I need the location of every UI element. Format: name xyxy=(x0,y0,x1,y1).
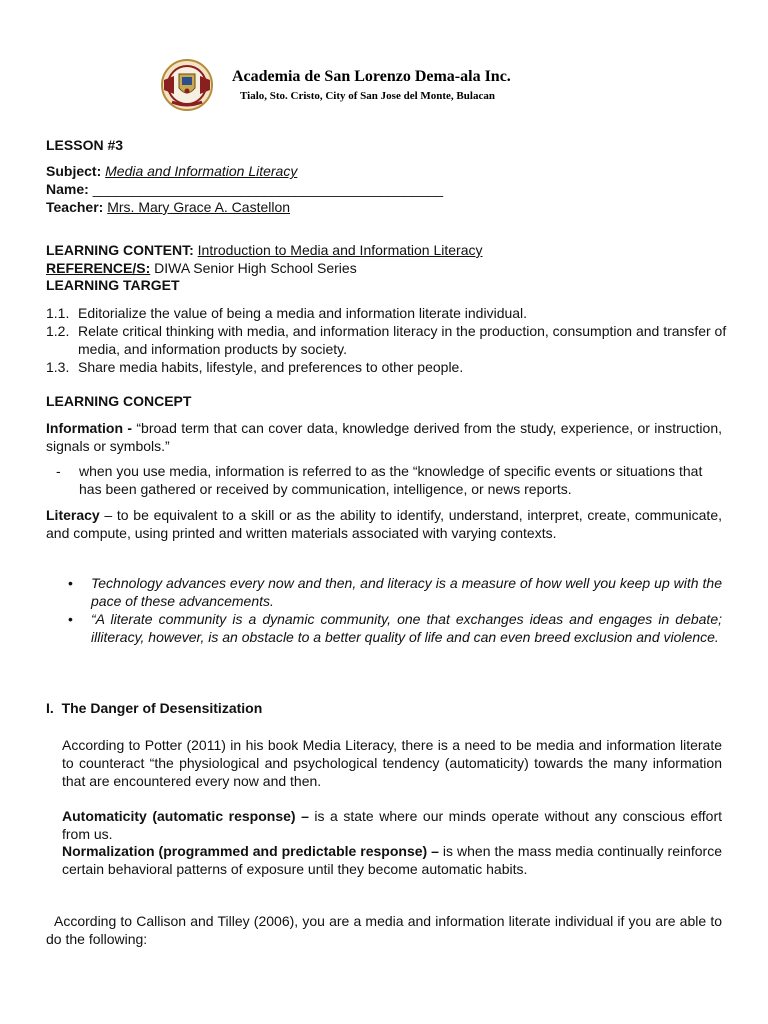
section-title: The Danger of Desensitization xyxy=(61,700,263,716)
learning-target-list xyxy=(46,304,736,376)
teacher-line xyxy=(46,199,290,215)
school-seal-logo xyxy=(160,58,214,112)
literacy-bullet-text: Technology advances every now and then, and literacy is a measure of how well you keep up with the pace of these advancements. xyxy=(91,575,722,609)
bullet-marker: • xyxy=(68,575,73,591)
automaticity-definition xyxy=(62,807,722,843)
literacy-bullet-item xyxy=(66,610,722,646)
literacy-definition xyxy=(46,506,722,542)
normalization-term: Normalization (programmed and predictable response) – xyxy=(62,843,439,859)
information-note-text: when you use media, information is referred to as the “knowledge of specific events or situations that has been gathered or received by communication, intelligence, or news reports. xyxy=(79,463,703,497)
dash-marker: - xyxy=(56,463,61,479)
learning-target-item xyxy=(46,358,736,376)
literacy-bullet-text: “A literate community is a dynamic community, one that exchanges ideas and engages in debate; illiteracy, however, is an obstacle to a better quality of life and can even breed exclusion and violence. xyxy=(91,611,722,645)
literacy-bullet-item xyxy=(66,574,722,610)
name-label: Name: xyxy=(46,181,89,197)
learning-concept-heading: LEARNING CONCEPT xyxy=(46,393,192,409)
learning-target-number: 1.3. xyxy=(46,359,70,375)
literacy-bullets xyxy=(66,574,722,646)
name-line xyxy=(46,181,443,197)
learning-target-item xyxy=(46,304,736,322)
learning-target-text: Editorialize the value of being a media and information literate individual. xyxy=(78,305,528,321)
information-def: “broad term that can cover data, knowledge derived from the study, experience, or instruction, signals or symbols.” xyxy=(46,420,723,454)
potter-paragraph: According to Potter (2011) in his book Media Literacy, there is a need to be media and information literate to counteract “the physiological and psychological tendency (automaticity) towards the many information that are encountered every now and then. xyxy=(62,737,722,789)
learning-target-number: 1.1. xyxy=(46,305,70,321)
learning-target-item xyxy=(46,322,736,358)
normalization-definition xyxy=(62,842,722,878)
information-definition xyxy=(46,419,722,455)
reference-value: DIWA Senior High School Series xyxy=(150,260,357,276)
section-heading xyxy=(46,700,262,716)
learning-target-text: Relate critical thinking with media, and information literacy in the production, consumption and transfer of media, and information products by society. xyxy=(78,323,727,357)
information-term: Information - xyxy=(46,420,137,436)
subject-line xyxy=(46,163,297,179)
teacher-label: Teacher: xyxy=(46,199,104,215)
school-name: Academia de San Lorenzo Dema-ala Inc. xyxy=(232,68,511,85)
learning-target-text: Share media habits, lifestyle, and preferences to other people. xyxy=(78,359,464,375)
learning-content-line xyxy=(46,242,483,258)
learning-target-heading: LEARNING TARGET xyxy=(46,277,180,293)
school-address: Tialo, Sto. Cristo, City of San Jose del Monte, Bulacan xyxy=(240,90,495,102)
normalization-def: is when the mass media continually reinforce certain behavioral patterns of exposure until they become automatic habits. xyxy=(62,843,723,877)
reference-label: REFERENCE/S: xyxy=(46,260,151,276)
learning-content-value: Introduction to Media and Information Literacy xyxy=(197,242,483,258)
lesson-title: LESSON #3 xyxy=(46,137,124,153)
literacy-def: – to be equivalent to a skill or as the ability to identify, understand, interpret, create, communicate, and compute, using printed and written materials associated with varying contexts. xyxy=(46,507,722,541)
learning-target-number: 1.2. xyxy=(46,323,70,339)
learning-content-label: LEARNING CONTENT: xyxy=(46,242,194,258)
subject-value: Media and Information Literacy xyxy=(105,163,298,179)
subject-label: Subject: xyxy=(46,163,102,179)
literacy-term: Literacy xyxy=(46,507,100,523)
teacher-value: Mrs. Mary Grace A. Castellon xyxy=(107,199,291,215)
reference-line xyxy=(46,260,357,276)
section-number: I. xyxy=(46,700,54,716)
callison-paragraph: According to Callison and Tilley (2006), you are a media and information literate individual if you are able to do the following: xyxy=(46,913,722,947)
bullet-marker: • xyxy=(68,611,73,627)
automaticity-term: Automaticity (automatic response) – xyxy=(62,808,309,824)
information-note xyxy=(56,462,722,498)
name-blank: _____________________________________________ xyxy=(92,181,444,197)
automaticity-def: is a state where our minds operate without any conscious effort from us. xyxy=(62,808,723,842)
school-header xyxy=(160,58,720,114)
